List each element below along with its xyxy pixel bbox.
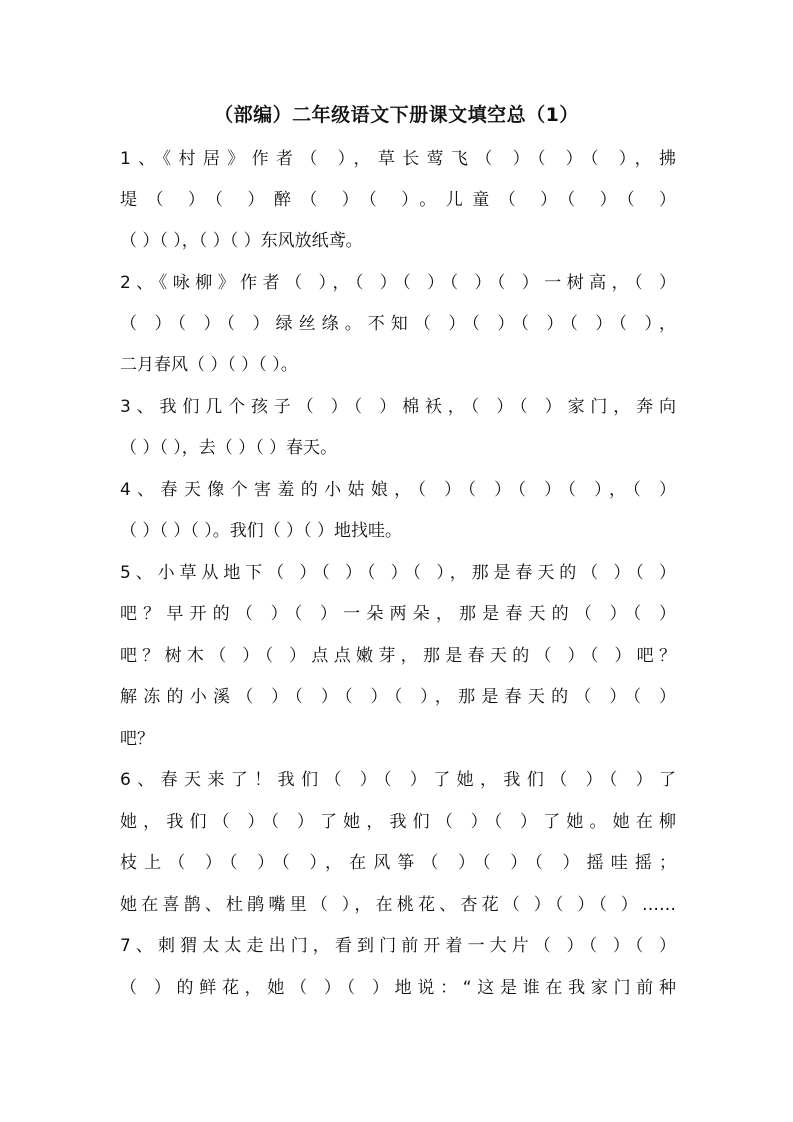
text-line: 堤（ ）（ ）醉（ ）（ ）。儿童（ ）（ ）（ ）: [120, 190, 676, 210]
text-line: 7、刺猬太太走出门，看到门前开着一大片（ ）（ ）（ ）: [120, 936, 676, 956]
text-line: 2、《咏柳》作者（ ），（ ）（ ）（ ）（ ）一树高，（ ）: [120, 273, 676, 293]
text-line: （ ）（ ）（ ）绿丝绦。不知（ ）（ ）（ ）（ ）（ ），: [120, 314, 676, 334]
text-line: 4、春天像个害羞的小姑娘，（ ）（ ）（ ）（ ），（ ）: [120, 480, 676, 500]
text-line: 她在喜鹊、杜鹃嘴里（ ），在桃花、杏花（ ）（ ）（ ）……: [120, 895, 676, 915]
text-line: （ ）的鲜花，她（ ）（ ）地说：“这是谁在我家门前种: [120, 978, 676, 998]
text-line: 枝上（ ）（ ）（ ），在风筝（ ）（ ）（ ）摇哇摇；: [120, 853, 676, 873]
text-line: （ ）（ ）（ ）。我们（ ）（ ）地找哇。: [120, 521, 403, 541]
text-line: （ ）（ ），（ ）（ ）东风放纸鸢。: [120, 231, 363, 251]
text-line: 5、小草从地下（ ）（ ）（ ）（ ），那是春天的（ ）（ ）: [120, 563, 676, 583]
text-line: 3、我们几个孩子（ ）（ ）棉袄，（ ）（ ）家门，奔向: [120, 397, 676, 417]
text-line: 1、《村居》作者（ ），草长莺飞（ ）（ ）（ ），拂: [120, 149, 676, 169]
text-line: 吧？树木（ ）（ ）点点嫩芽，那是春天的（ ）（ ）吧？: [120, 646, 676, 666]
text-line: 吧？: [120, 729, 154, 749]
text-line: 二月春风（ ）（ ）（ ）。: [120, 355, 298, 375]
text-line: 解冻的小溪（ ）（ ）（ ）（ ），那是春天的（ ）（ ）: [120, 687, 676, 707]
page-title: （部编）二年级语文下册课文填空总（1）: [214, 104, 579, 126]
text-line: 吧？早开的（ ）（ ）一朵两朵，那是春天的（ ）（ ）: [120, 604, 676, 624]
text-line: 6、春天来了！我们（ ）（ ）了她，我们（ ）（ ）了: [120, 770, 676, 790]
text-line: 她，我们（ ）（ ）了她，我们（ ）（ ）了她。她在柳: [120, 812, 676, 832]
text-line: （ ）（ ），去（ ）（ ）春天。: [120, 438, 338, 458]
